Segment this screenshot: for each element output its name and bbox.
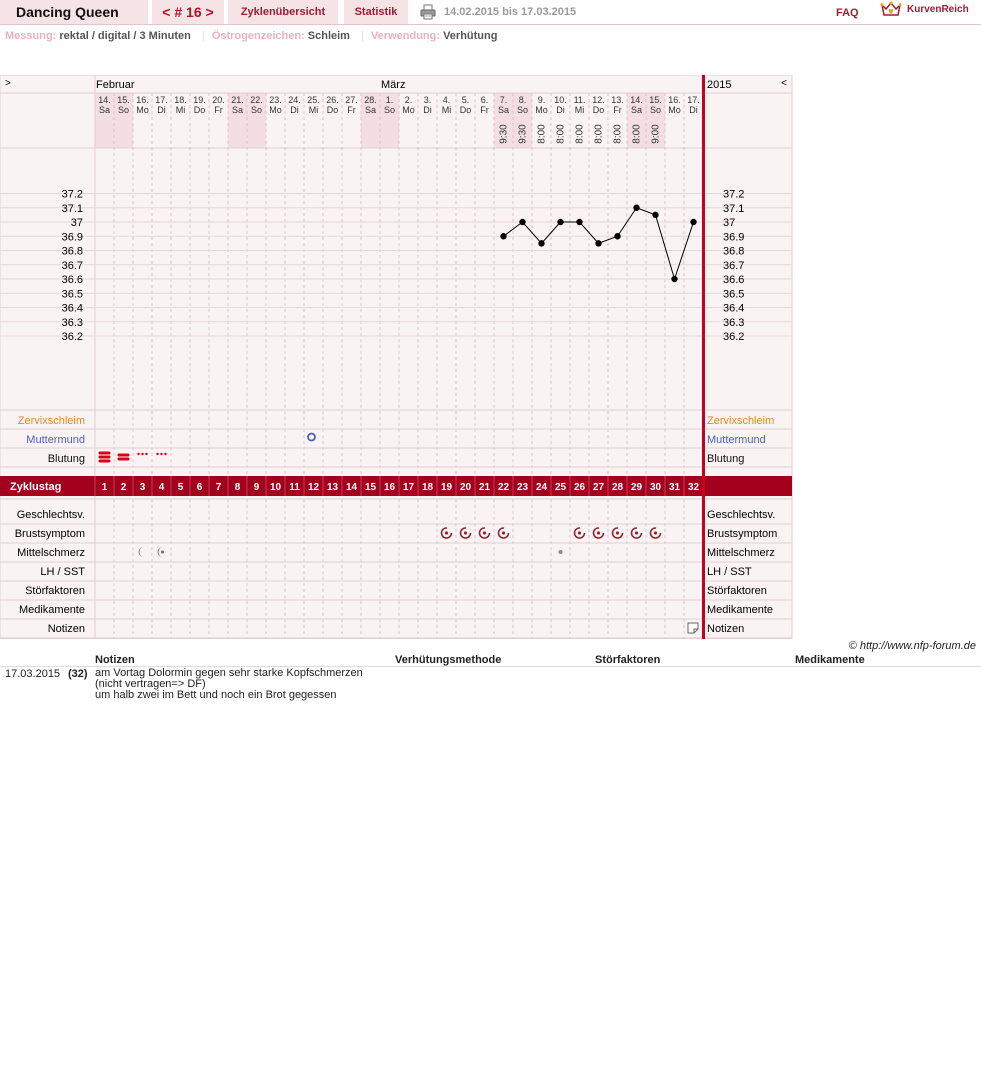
month-label: März — [381, 79, 406, 91]
cycle-day-number: 15 — [364, 482, 377, 493]
breast-symptom-dot — [578, 531, 581, 534]
cycle-day-number: 11 — [289, 482, 300, 493]
estrogen-value: Schleim — [307, 30, 350, 42]
measurement-time: 8:00 — [555, 124, 567, 144]
day-weekday: Sa — [98, 105, 111, 115]
day-date: 28. — [364, 95, 377, 105]
row-label-right: Zervixschleim — [707, 415, 775, 427]
y-tick-label: 37 — [70, 217, 83, 229]
y-tick-label-right: 36.4 — [723, 302, 745, 315]
temperature-point — [538, 240, 544, 246]
day-date: 26. — [326, 95, 339, 105]
day-date: 6. — [480, 95, 489, 105]
day-date: 22. — [250, 95, 263, 105]
row-label: Medikamente — [18, 604, 85, 616]
measurement-time: 9:30 — [498, 124, 510, 144]
note-line: am Vortag Dolormin gegen sehr starke Kopfschmerzen — [95, 667, 363, 679]
y-tick-label: 36.5 — [61, 288, 83, 301]
day-weekday: Mo — [668, 105, 681, 115]
y-tick-label: 36.9 — [61, 231, 83, 244]
day-date: 4. — [442, 95, 451, 105]
measurement-label: Messung: — [5, 30, 57, 42]
day-date: 20. — [212, 95, 225, 105]
day-weekday: Fr — [480, 105, 489, 115]
row-label: Blutung — [47, 453, 85, 465]
cycle-day-number: 18 — [421, 482, 434, 493]
day-date: 24. — [288, 95, 301, 105]
row-label: Zervixschleim — [17, 415, 85, 427]
crown-heart-icon[interactable] — [880, 1, 902, 19]
y-tick-label: 36.8 — [61, 245, 83, 258]
temperature-point — [690, 219, 696, 225]
row-label: Mittelschmerz — [17, 547, 85, 559]
day-date: 27. — [345, 95, 358, 105]
day-weekday: Sa — [364, 105, 377, 115]
bleeding-spotting-mark — [164, 453, 166, 455]
cycle-day-number: 1 — [101, 482, 108, 493]
bleeding-heavy-mark — [99, 460, 111, 463]
measurement-time: 9:30 — [517, 124, 529, 144]
temperature-point — [595, 240, 601, 246]
cycle-day-number: 9 — [253, 482, 260, 493]
cycle-day-label: Zyklustag — [10, 481, 62, 493]
tab-cycle-overview[interactable]: Zyklenübersicht — [228, 0, 338, 24]
cycle-day-number: 14 — [345, 482, 358, 493]
row-label: LH / SST — [40, 566, 85, 578]
measurement-time: 8:00 — [574, 124, 586, 144]
y-tick-label: 36.4 — [61, 302, 83, 315]
measurement-time: 8:00 — [536, 124, 548, 144]
printer-icon[interactable] — [420, 4, 436, 20]
breast-symptom-dot — [654, 531, 657, 534]
bleeding-heavy-mark — [99, 456, 111, 459]
y-tick-label: 36.2 — [61, 331, 83, 343]
note-line: (nicht vertragen=> DF) — [95, 678, 206, 690]
method-header: Verhütungsmethode — [395, 654, 502, 666]
usage-value: Verhütung — [443, 30, 498, 42]
cycle-day-number: 23 — [516, 482, 529, 493]
bleeding-medium-mark — [118, 454, 130, 457]
cycle-day-number: 4 — [158, 482, 165, 493]
cycle-day-number: 24 — [535, 482, 548, 493]
separator: | — [361, 30, 364, 42]
bleeding-medium-mark — [118, 458, 130, 461]
month-label: Februar — [96, 79, 135, 91]
cycle-day-number: 22 — [497, 482, 510, 493]
day-weekday: Fr — [214, 105, 223, 115]
y-tick-label-right: 36.9 — [723, 231, 745, 244]
cycle-day-number: 2 — [120, 482, 127, 493]
note-text — [95, 668, 363, 701]
y-tick-label: 36.3 — [61, 316, 83, 329]
cycle-day-number: 7 — [215, 482, 222, 493]
breast-symptom-dot — [445, 531, 448, 534]
day-date: 15. — [649, 95, 662, 105]
cycle-day-number: 10 — [269, 482, 282, 493]
measurement-time: 8:00 — [631, 124, 643, 144]
nav-prev-arrow: > — [5, 78, 11, 89]
day-weekday: Di — [290, 105, 299, 115]
notes-header: Notizen — [95, 654, 135, 666]
cycle-day-number: 32 — [687, 482, 700, 493]
day-date: 21. — [231, 95, 244, 105]
y-tick-label: 36.6 — [61, 274, 83, 286]
tab-statistics[interactable]: Statistik — [344, 0, 408, 24]
medication-header: Medikamente — [795, 654, 865, 666]
y-tick-label-right: 36.5 — [723, 288, 745, 301]
cycle-day-number: 29 — [630, 482, 643, 493]
temperature-point — [576, 219, 582, 225]
y-tick-label-right: 36.8 — [723, 245, 745, 258]
cycle-day-number: 8 — [234, 482, 241, 493]
day-weekday: Mi — [308, 105, 319, 115]
cycle-day-number: 28 — [611, 482, 624, 493]
day-date: 3. — [423, 95, 432, 105]
breast-symptom-dot — [635, 531, 638, 534]
estrogen-label: Östrogenzeichen: — [211, 30, 305, 42]
day-date: 23. — [269, 95, 282, 105]
temperature-point — [500, 233, 506, 239]
day-weekday: Mi — [441, 105, 452, 115]
usage-label: Verwendung: — [370, 30, 441, 42]
cycle-day-number: 27 — [592, 482, 605, 493]
y-tick-label-right: 36.3 — [723, 316, 745, 329]
bleeding-spotting-mark — [145, 453, 147, 455]
breast-symptom-dot — [597, 531, 600, 534]
breast-symptom-dot — [483, 531, 486, 534]
row-label-right: Muttermund — [707, 434, 766, 446]
day-weekday: Mo — [535, 105, 548, 115]
day-date: 12. — [592, 95, 605, 105]
bleeding-spotting-mark — [156, 453, 158, 455]
row-label-right: Geschlechtsv. — [707, 509, 776, 521]
day-weekday: Mo — [136, 105, 149, 115]
cycle-day-number: 31 — [668, 482, 681, 493]
row-label-right: Störfaktoren — [707, 585, 767, 597]
day-weekday: So — [250, 105, 263, 115]
cycle-chart-svg — [0, 75, 800, 639]
cycle-navigation[interactable]: < # 16 > — [152, 0, 224, 24]
year-label: 2015 — [707, 79, 732, 91]
cycle-day-number: 3 — [139, 482, 146, 493]
row-label-right: Mittelschmerz — [707, 547, 775, 559]
note-line: um halb zwei im Bett und noch ein Brot gegessen — [95, 689, 337, 701]
row-label: Brustsymptom — [14, 528, 85, 540]
measurement-time: 8:00 — [593, 124, 605, 144]
day-weekday: Mi — [574, 105, 585, 115]
day-weekday: So — [383, 105, 396, 115]
day-weekday: Do — [193, 105, 206, 115]
day-weekday: Sa — [497, 105, 510, 115]
bleeding-spotting-mark — [141, 453, 143, 455]
day-weekday: Sa — [231, 105, 244, 115]
day-date: 1. — [385, 95, 394, 105]
row-label-right: Notizen — [707, 623, 745, 635]
faq-link[interactable]: FAQ — [836, 7, 859, 19]
day-date: 16. — [668, 95, 681, 105]
note-cycle-day: (32) — [68, 668, 88, 680]
day-weekday: Mo — [269, 105, 282, 115]
bleeding-spotting-mark — [137, 453, 139, 455]
breast-symptom-dot — [464, 531, 467, 534]
day-weekday: So — [117, 105, 130, 115]
temperature-point — [633, 205, 639, 211]
day-date: 18. — [174, 95, 187, 105]
day-date: 17. — [155, 95, 168, 105]
y-tick-label: 36.7 — [61, 259, 83, 272]
temperature-point — [652, 212, 658, 218]
day-weekday: Mo — [402, 105, 415, 115]
day-date: 13. — [611, 95, 624, 105]
measurement-info — [5, 30, 501, 42]
row-label-right: Medikamente — [707, 604, 774, 616]
day-date: 9. — [537, 95, 546, 105]
row-label-right: Brustsymptom — [707, 528, 778, 540]
logo-text[interactable]: KurvenReich — [907, 4, 969, 15]
day-date: 7. — [499, 95, 508, 105]
bleeding-heavy-mark — [99, 452, 111, 455]
y-tick-label-right: 36.6 — [723, 274, 745, 286]
day-date: 8. — [518, 95, 527, 105]
cycle-day-number: 5 — [177, 482, 184, 493]
row-label: Notizen — [47, 623, 85, 635]
day-weekday: Di — [556, 105, 565, 115]
day-weekday: Fr — [347, 105, 356, 115]
temperature-point — [614, 233, 620, 239]
y-tick-label-right: 37.2 — [723, 188, 745, 201]
day-weekday: So — [516, 105, 529, 115]
day-date: 10. — [554, 95, 567, 105]
cycle-day-number: 16 — [383, 482, 396, 493]
day-weekday: Mi — [175, 105, 186, 115]
row-label-right: Blutung — [707, 453, 745, 465]
midpain-dot-mark — [161, 550, 164, 553]
note-date: 17.03.2015 — [5, 668, 61, 680]
day-weekday: Di — [157, 105, 166, 115]
cycle-day-number: 17 — [402, 482, 415, 493]
top-bar — [0, 0, 981, 25]
day-weekday: Di — [423, 105, 432, 115]
temperature-point — [671, 276, 677, 282]
row-label-right: LH / SST — [707, 566, 752, 578]
midpain-dot-mark — [559, 550, 563, 554]
day-date: 2. — [404, 95, 413, 105]
day-date: 15. — [117, 95, 130, 105]
temperature-point — [519, 219, 525, 225]
chart-title: Dancing Queen — [0, 0, 148, 24]
cycle-day-number: 19 — [440, 482, 453, 493]
breast-symptom-dot — [616, 531, 619, 534]
nav-next-arrow: < — [781, 78, 787, 89]
y-tick-label-right: 36.7 — [723, 259, 745, 272]
day-weekday: Do — [326, 105, 339, 115]
breast-symptom-dot — [502, 531, 505, 534]
measurement-time: 9:00 — [650, 124, 662, 144]
y-tick-label-right: 37.1 — [723, 202, 745, 215]
day-date: 5. — [461, 95, 470, 105]
y-tick-label: 37.1 — [61, 202, 83, 215]
day-date: 14. — [630, 95, 643, 105]
y-tick-label: 37.2 — [61, 188, 83, 201]
day-weekday: Do — [459, 105, 472, 115]
date-range: 14.02.2015 bis 17.03.2015 — [444, 6, 577, 18]
separator: | — [201, 30, 205, 42]
row-label: Muttermund — [26, 434, 85, 446]
day-date: 11. — [573, 95, 586, 105]
cycle-day-number: 6 — [196, 482, 203, 493]
day-weekday: Sa — [630, 105, 643, 115]
row-label: Geschlechtsv. — [16, 509, 85, 521]
day-weekday: So — [649, 105, 662, 115]
copyright[interactable]: © http://www.nfp-forum.de — [848, 640, 976, 652]
day-weekday: Di — [689, 105, 698, 115]
y-tick-label-right: 36.2 — [723, 331, 745, 343]
cycle-day-number: 20 — [459, 482, 472, 493]
cycle-day-number: 13 — [326, 482, 339, 493]
cycle-day-number: 21 — [478, 482, 491, 493]
measurement-time: 8:00 — [612, 124, 624, 144]
day-date: 19. — [193, 95, 206, 105]
row-label: Störfaktoren — [25, 585, 85, 597]
cycle-day-number: 26 — [573, 482, 586, 493]
day-weekday: Fr — [613, 105, 622, 115]
day-weekday: Do — [592, 105, 605, 115]
measurement-value: rektal / digital / 3 Minuten — [59, 30, 191, 42]
day-date: 17. — [687, 95, 700, 105]
disturbances-header: Störfaktoren — [595, 654, 661, 666]
cycle-day-number: 12 — [307, 482, 320, 493]
cycle-day-number: 25 — [554, 482, 567, 493]
day-date: 16. — [136, 95, 149, 105]
current-day-marker — [702, 75, 705, 639]
y-tick-label-right: 37 — [723, 217, 736, 229]
cycle-day-number: 30 — [649, 482, 662, 493]
bleeding-spotting-mark — [160, 453, 162, 455]
cycle-chart — [0, 75, 800, 639]
day-date: 25. — [307, 95, 320, 105]
temperature-point — [557, 219, 563, 225]
chart-background — [0, 75, 792, 639]
day-date: 14. — [98, 95, 111, 105]
